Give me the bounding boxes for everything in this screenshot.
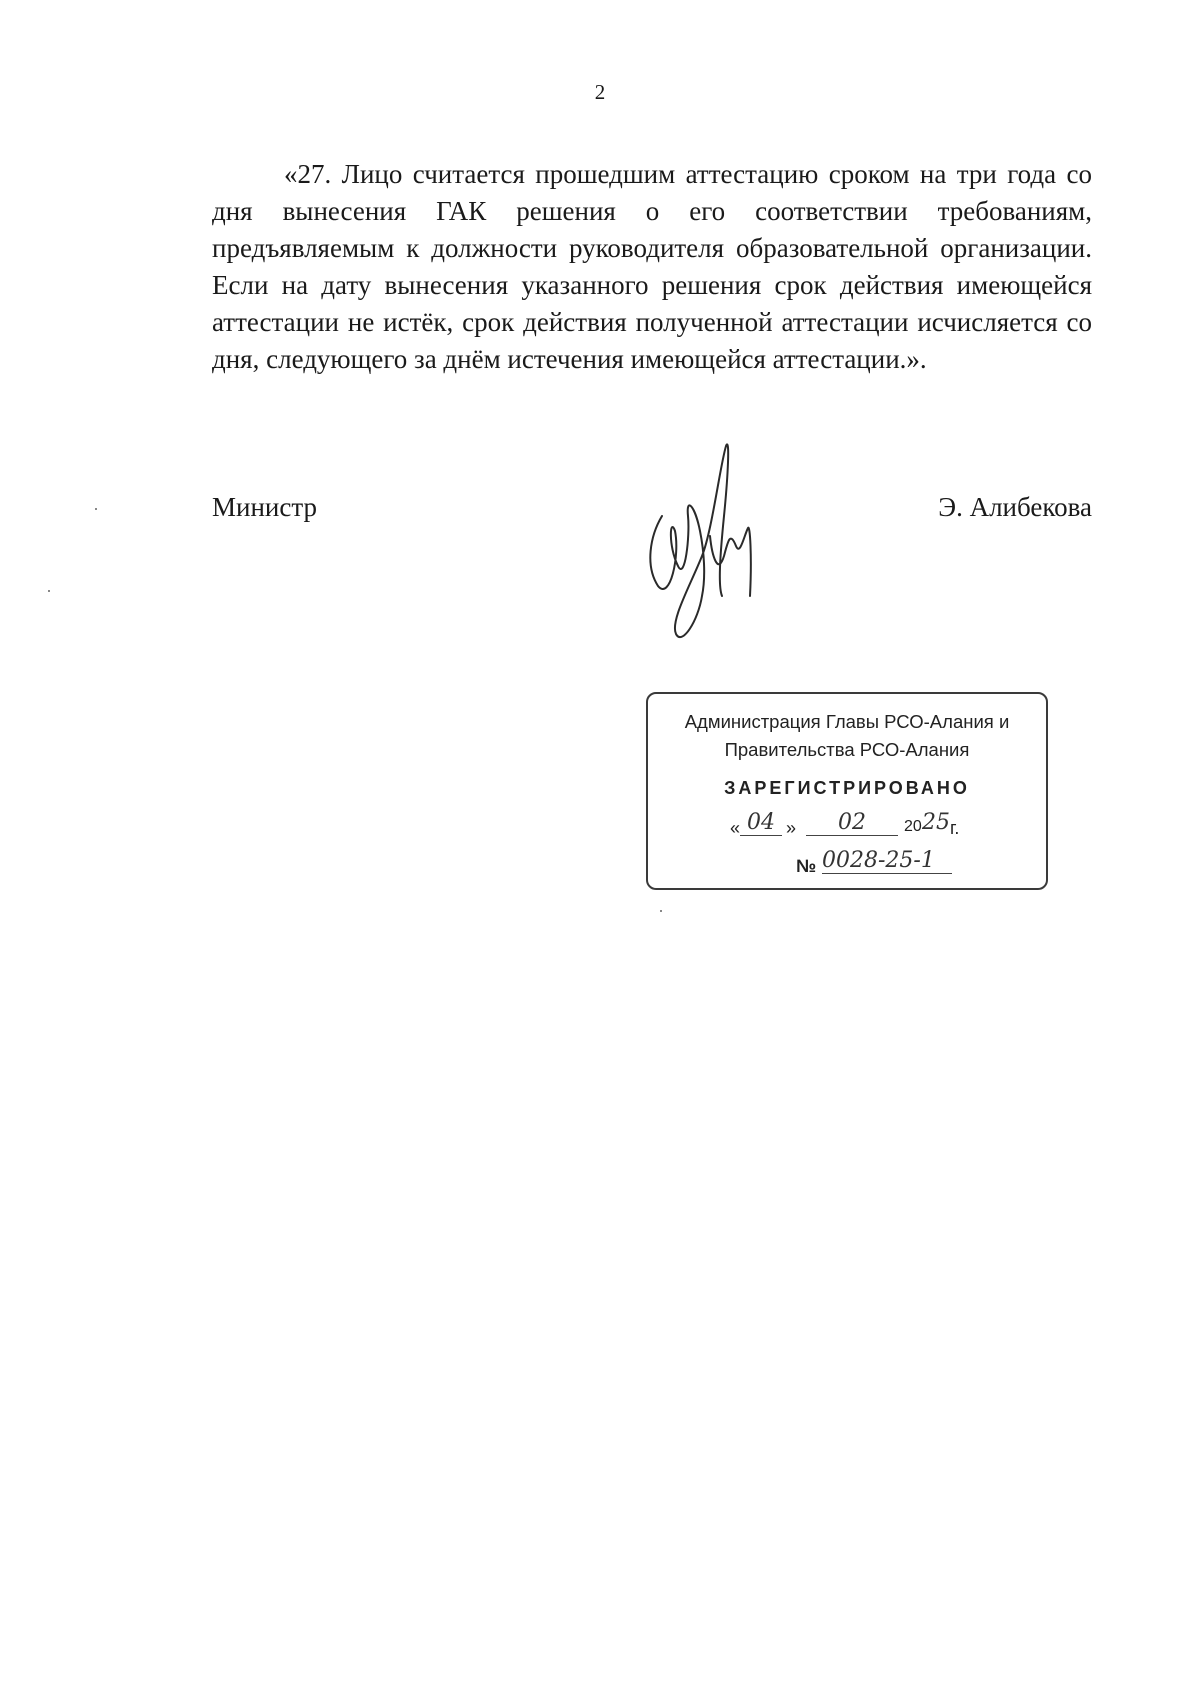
stamp-number-label: № [796,856,817,876]
stamp-day: 04 [740,810,782,836]
handwritten-signature [640,436,780,666]
stamp-organization [648,708,1046,764]
paragraph-27: «27. Лицо считается прошедшим аттестацию сроком на три года со дня вынесения ГАК решения о его соответствии требованиям, предъявляемым к должности руководителя образовательной организации. Если на дату вынесения указанного решения срок действия имеющейся аттестации не истёк, срок действия полученной аттестации исчисляется со дня, следующего за днём истечения имеющейся аттестации.». [212,159,1092,374]
stamp-year-suffix: 25 [922,810,950,835]
scan-speck [660,910,662,912]
stamp-org-line2: Правительства РСО-Алания [724,739,970,760]
scan-speck [95,508,97,510]
stamp-quote-open: « [730,818,741,838]
scan-speck [48,590,50,592]
stamp-month: 02 [806,810,898,836]
registration-stamp [646,692,1048,890]
stamp-number-value: 0028-25-1 [822,848,952,874]
stamp-quote-close: » [786,818,797,838]
stamp-status: ЗАРЕГИСТРИРОВАНО [724,778,970,798]
stamp-org-line1: Администрация Главы РСО-Алания и [684,711,1010,732]
page-number: 2 [594,80,606,104]
stamp-year-unit: г. [950,818,960,838]
signatory-name: Э. Алибекова [938,492,1092,522]
signatory-title: Министр [212,492,317,522]
stamp-year-prefix: 20 [904,818,922,835]
